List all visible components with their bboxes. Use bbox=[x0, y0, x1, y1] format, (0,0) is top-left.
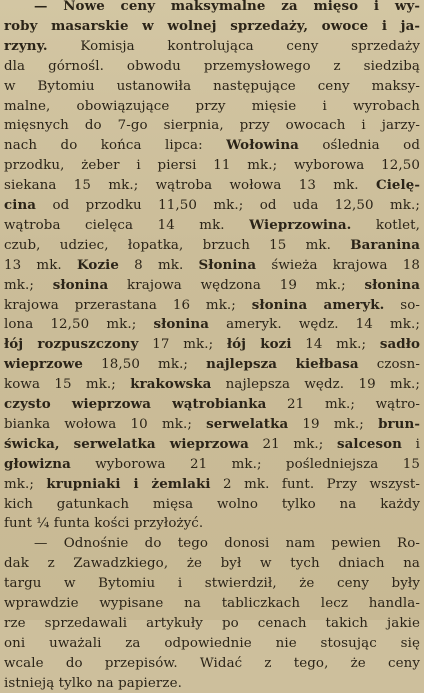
bold-text-run: salceson bbox=[337, 435, 402, 452]
text-line bbox=[4, 216, 420, 235]
text-line bbox=[4, 77, 420, 96]
text-line bbox=[4, 475, 420, 494]
text-line bbox=[4, 97, 420, 116]
bold-text-run: czysto wieprzowa wątrobianka bbox=[4, 396, 267, 412]
text-run: 2 mk. funt. Przy wszyst- bbox=[210, 476, 420, 492]
text-line bbox=[4, 674, 420, 693]
text-line bbox=[4, 534, 420, 553]
text-run: 17 mk.; bbox=[138, 337, 227, 353]
text-run: bianka wołowa 10 mk.; bbox=[4, 416, 207, 432]
bold-text-run: serwelatka bbox=[206, 415, 289, 432]
text-line bbox=[4, 17, 420, 36]
text-run: Komisja kontrolująca ceny sprzedaży bbox=[47, 38, 420, 54]
text-run: i bbox=[401, 436, 420, 452]
text-run: najlepsza wędz. 19 mk.; bbox=[211, 377, 420, 393]
bold-text-run: świcka, serwelatka wieprzowa bbox=[4, 435, 249, 452]
text-line bbox=[4, 116, 420, 135]
text-run: mk.; bbox=[4, 277, 53, 293]
text-run: 18,50 mk.; bbox=[83, 357, 207, 373]
text-run: siekana 15 mk.; wątroba wołowa 13 mk. bbox=[4, 178, 376, 194]
bold-text-run: Kozie bbox=[76, 256, 119, 273]
bold-text-run: najlepsza kiełbasa bbox=[206, 356, 359, 373]
text-run: kotlet, bbox=[351, 217, 420, 233]
text-run: funt ¼ funta kości przyłożyć. bbox=[4, 516, 204, 532]
text-run: so- bbox=[384, 297, 420, 313]
bold-text-run: głowizna bbox=[4, 455, 71, 472]
text-line bbox=[4, 176, 420, 195]
text-line bbox=[4, 355, 420, 374]
bold-text-run: słonina bbox=[52, 276, 109, 293]
text-run: 8 mk. bbox=[118, 257, 199, 273]
bold-text-run: Wołowina bbox=[226, 137, 299, 154]
text-run: czub, udziec, łopatka, brzuch 15 mk. bbox=[4, 237, 351, 253]
text-run: ośledniа od bbox=[298, 138, 421, 154]
text-line bbox=[4, 256, 420, 275]
text-line bbox=[4, 514, 420, 533]
text-line bbox=[4, 495, 420, 514]
text-line bbox=[4, 574, 420, 593]
bold-text-run: cina bbox=[4, 197, 37, 213]
text-run: w Bytomiu ustanowiła następujące ceny maksy- bbox=[4, 78, 420, 94]
bold-text-run: łój rozpuszczony bbox=[4, 336, 139, 353]
text-run: wątroba cielęca 14 mk. bbox=[4, 217, 250, 233]
text-line bbox=[4, 276, 420, 295]
text-line bbox=[4, 594, 420, 613]
text-run: oni uważali za odpowiednie nie stosując się bbox=[4, 635, 420, 651]
text-run: 14 mk.; bbox=[291, 337, 380, 353]
text-line bbox=[4, 554, 420, 573]
bold-text-run: słonina bbox=[153, 316, 209, 333]
text-line bbox=[4, 196, 420, 215]
bold-text-run: sadło bbox=[379, 336, 421, 353]
text-line bbox=[4, 614, 420, 633]
text-line bbox=[4, 57, 420, 76]
text-run: 21 mk.; bbox=[248, 436, 337, 452]
text-run: kich gatunkach mięsa wolno tylko na każdy bbox=[4, 496, 420, 512]
text-run: dak z Zawadzkiego, że był w tych dniach na bbox=[4, 556, 420, 572]
text-run: malne, obowiązujące przy mięsie i wyrobach bbox=[4, 98, 420, 114]
bold-text-run: roby masarskie w wolnej sprzedaży, owoce i ja- bbox=[4, 17, 420, 34]
bold-text-run: krupniaki i żemlaki bbox=[46, 475, 211, 492]
text-run: kowa 15 mk.; bbox=[4, 377, 131, 393]
text-run: krajowa przerastana 16 mk.; bbox=[4, 297, 252, 313]
text-run: 21 mk.; wątro- bbox=[266, 397, 420, 412]
text-run: 19 mk.; bbox=[288, 416, 379, 432]
text-run: mięsnych do 7-go sierpnia, przy owocach i jarzy- bbox=[4, 118, 420, 134]
text-run: targu w Bytomiu i stwierdził, że ceny były bbox=[4, 576, 420, 592]
bold-text-run: Baranina bbox=[350, 236, 420, 253]
text-run: wcale do przepisów. Widać z tego, że ceny bbox=[4, 655, 420, 671]
text-line bbox=[4, 634, 420, 653]
text-run: 13 mk. bbox=[4, 257, 77, 273]
text-line bbox=[4, 415, 420, 434]
bold-text-run: Cielę- bbox=[375, 177, 420, 194]
text-line bbox=[4, 296, 420, 315]
text-line bbox=[4, 0, 420, 16]
text-line bbox=[4, 375, 420, 394]
text-run: istnieją tylko na papierze. bbox=[4, 675, 182, 691]
text-line bbox=[4, 455, 420, 474]
bold-text-run: brun- bbox=[378, 415, 421, 432]
bold-text-run: krakowska bbox=[130, 376, 212, 393]
text-run: mk.; bbox=[4, 476, 47, 492]
text-run: krajowa wędzona 19 mk.; bbox=[108, 277, 365, 293]
text-run: ameryk. wędz. 14 mk.; bbox=[209, 317, 420, 333]
text-run: dla górnośl. obwodu przemysłowego z siedzibą bbox=[4, 58, 420, 74]
text-line bbox=[4, 156, 420, 175]
text-run: świeża krajowa 18 bbox=[256, 257, 420, 273]
text-line bbox=[4, 654, 420, 673]
bold-text-run: słonina bbox=[364, 276, 420, 293]
text-run: czosn- bbox=[358, 357, 420, 373]
text-run: od przodku 11,50 mk.; od uda 12,50 mk.; bbox=[36, 198, 420, 213]
text-line bbox=[4, 315, 420, 334]
bold-text-run: Wieprzowina. bbox=[249, 216, 352, 233]
bold-text-run: wieprzowe bbox=[4, 356, 84, 373]
bold-text-run: łój kozi bbox=[226, 336, 292, 353]
text-run: — Odnośnie do tego donosi nam pewien Ro- bbox=[34, 536, 420, 552]
text-run: wyborowa 21 mk.; pośledniejsza 15 bbox=[70, 456, 420, 472]
bold-text-run: — Nowe ceny maksymalne za mięso i wy- bbox=[34, 0, 420, 14]
text-run: lona 12,50 mk.; bbox=[4, 317, 154, 333]
text-line bbox=[4, 335, 420, 354]
text-line bbox=[4, 37, 420, 56]
text-run: rze sprzedawali artykuły po cenach takich jakie bbox=[4, 615, 420, 631]
text-line bbox=[4, 136, 420, 155]
bold-text-run: słonina ameryk. bbox=[251, 296, 385, 313]
text-line bbox=[4, 435, 420, 454]
text-run: nach do końca lipca: bbox=[4, 138, 227, 154]
text-run: przodku, żeber i piersi 11 mk.; wyborowa 12,50 bbox=[4, 158, 420, 174]
bold-text-run: Słonina bbox=[198, 256, 257, 273]
bold-text-run: rzyny. bbox=[4, 37, 48, 54]
text-line bbox=[4, 395, 420, 414]
text-line bbox=[4, 236, 420, 255]
text-run: wprawdzie wypisane na tabliczkach lecz handla- bbox=[4, 596, 420, 611]
